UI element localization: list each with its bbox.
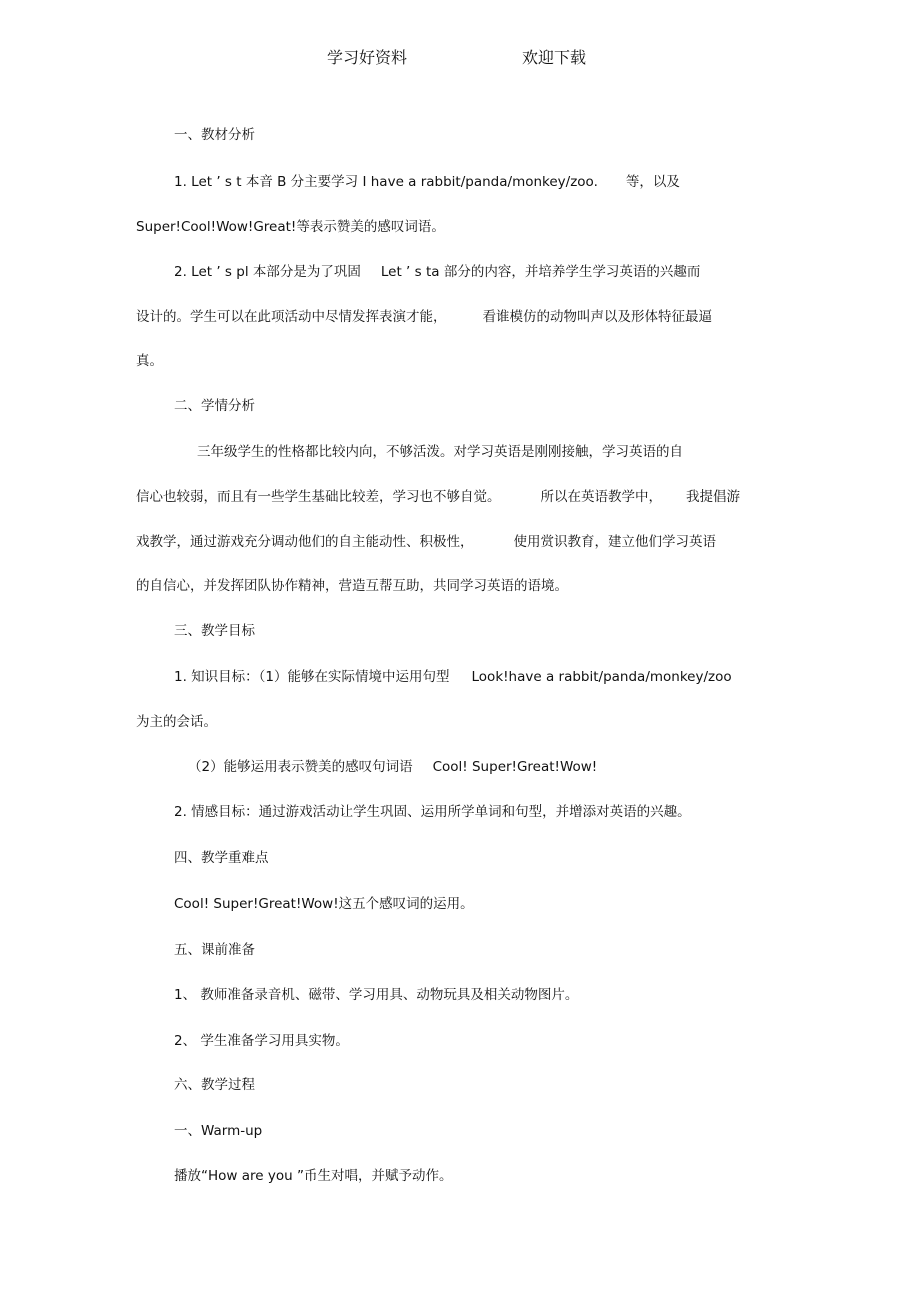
section-heading-key-points: 四、教学重难点 bbox=[174, 850, 269, 866]
text-run: 信心也较弱，而且有一些学生基础比较差，学习也不够自觉。 bbox=[136, 489, 501, 505]
page-header bbox=[0, 45, 920, 69]
text-run: Look!have a rabbit/panda/monkey/zoo bbox=[471, 669, 732, 685]
text-run: 看谁模仿的动物叫声以及形体特征最逼 bbox=[482, 309, 712, 325]
text-run: 使用赏识教育，建立他们学习英语 bbox=[513, 534, 716, 550]
list-item: 1、 教师准备录音机、磁带、学习用具、动物玩具及相关动物图片。 bbox=[174, 987, 579, 1003]
text-run: 1. 知识目标：（1）能够在实际情境中运用句型 bbox=[174, 669, 450, 685]
section-heading-preparation: 五、课前准备 bbox=[174, 942, 255, 958]
section-heading-process: 六、教学过程 bbox=[174, 1077, 255, 1093]
paragraph-line: Super!Cool!Wow!Great!等表示赞美的感叹词语。 bbox=[136, 219, 445, 235]
subsection-heading-warmup: 一、Warm-up bbox=[174, 1123, 263, 1139]
paragraph-line bbox=[136, 487, 740, 507]
paragraph-line bbox=[136, 532, 716, 552]
paragraph-line: 为主的会话。 bbox=[136, 714, 217, 730]
header-right-text: 欢迎下载 bbox=[522, 48, 587, 67]
text-run: Let ’ s ta 部分的内容，并培养学生学习英语的兴趣而 bbox=[380, 264, 701, 280]
section-heading-goals: 三、教学目标 bbox=[174, 623, 255, 639]
text-run: （2）能够运用表示赞美的感叹句词语 bbox=[188, 759, 413, 775]
paragraph-line bbox=[174, 172, 680, 192]
text-run: Cool! Super!Great!Wow! bbox=[432, 759, 598, 775]
text-run: 设计的。学生可以在此项活动中尽情发挥表演才能， bbox=[136, 309, 447, 325]
text-run: 1. Let ’ s t 本音 B 分主要学习 I have a rabbit/panda/monkey/zoo. bbox=[174, 174, 598, 190]
paragraph-line bbox=[174, 667, 732, 687]
text-run: 我提倡游 bbox=[686, 489, 740, 505]
section-heading-students: 二、学情分析 bbox=[174, 398, 255, 414]
paragraph-line bbox=[188, 757, 597, 777]
header-left-text: 学习好资料 bbox=[327, 48, 408, 67]
text-run: 等，以及 bbox=[625, 174, 680, 190]
section-heading-materials: 一、教材分析 bbox=[174, 127, 255, 143]
paragraph-line: 三年级学生的性格都比较内向，不够活泼。对学习英语是刚刚接触，学习英语的自 bbox=[197, 444, 683, 460]
paragraph-line: 2. 情感目标：通过游戏活动让学生巩固、运用所学单词和句型，并增添对英语的兴趣。 bbox=[174, 804, 691, 820]
text-run: 戏教学，通过游戏充分调动他们的自主能动性、积极性， bbox=[136, 534, 474, 550]
text-run: 所以在英语教学中， bbox=[540, 489, 662, 505]
text-run: 2. Let ’ s pl 本部分是为了巩固 bbox=[174, 264, 361, 280]
paragraph-line: 播放“How are you ”币生对唱，并赋予动作。 bbox=[174, 1168, 453, 1184]
paragraph-line: 真。 bbox=[136, 353, 163, 369]
list-item: 2、 学生准备学习用具实物。 bbox=[174, 1033, 349, 1049]
paragraph-line: Cool! Super!Great!Wow!这五个感叹词的运用。 bbox=[174, 896, 474, 912]
paragraph-line: 的自信心，并发挥团队协作精神，营造互帮互助，共同学习英语的语境。 bbox=[136, 578, 568, 594]
paragraph-line bbox=[136, 307, 712, 327]
paragraph-line bbox=[174, 262, 700, 282]
